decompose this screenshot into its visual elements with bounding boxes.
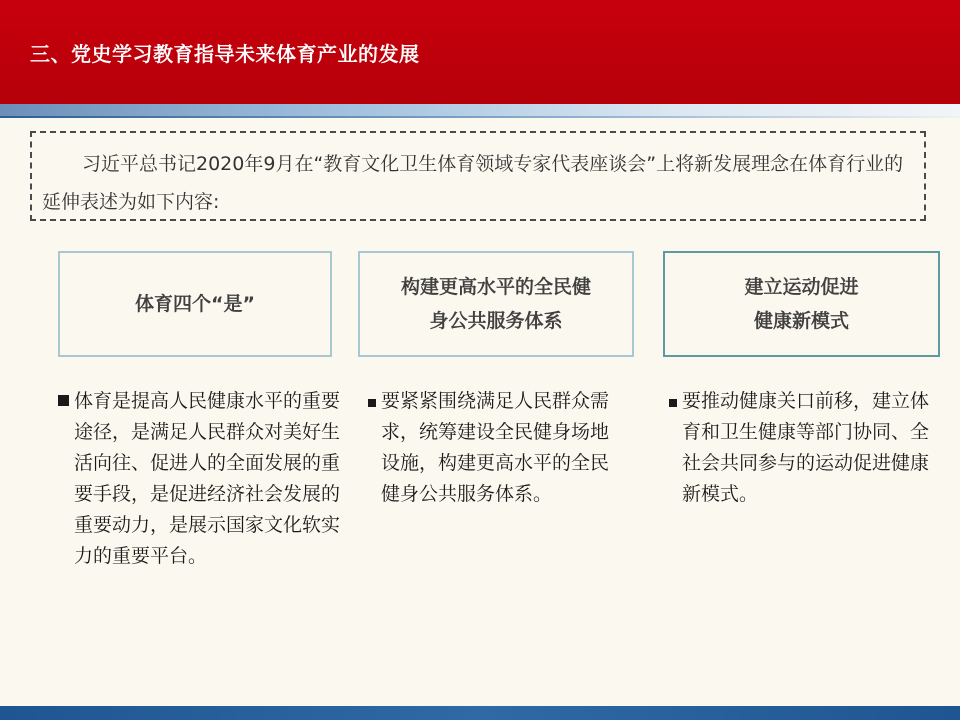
column-3-title-box <box>663 251 940 357</box>
header-bar <box>0 0 960 104</box>
square-bullet-icon <box>58 395 69 406</box>
square-bullet-icon <box>368 399 376 407</box>
slide-title: 三、党史学习教育指导未来体育产业的发展 <box>30 42 420 66</box>
intro-box <box>30 131 926 221</box>
column-3-title-line1: 建立运动促进 <box>744 276 859 298</box>
column-3-title-line2: 健康新模式 <box>753 310 849 332</box>
column-2-title-line1: 构建更高水平的全民健 <box>400 276 591 298</box>
column-1-title-line1: 体育四个“是” <box>135 293 255 315</box>
column-2-body <box>365 386 625 510</box>
column-1-text: 体育是提高人民健康水平的重要途径，是满足人民群众对美好生活向往、促进人的全面发展的重要手段，是促进经济社会发展的重要动力，是展示国家文化软实力的重要平台。 <box>74 390 341 567</box>
column-2-text: 要紧紧围绕满足人民群众需求，统筹建设全民健身场地设施，构建更高水平的全民健身公共服务体系。 <box>381 390 610 505</box>
column-1-title <box>135 287 255 321</box>
column-1-body <box>58 386 340 572</box>
header-stripe-line <box>0 116 960 118</box>
column-2-title-line2: 身公共服务体系 <box>429 310 563 332</box>
intro-text: 习近平总书记2020年9月在“教育文化卫生体育领域专家代表座谈会”上将新发展理念在体育行业的延伸表述为如下内容: <box>42 153 904 213</box>
column-3-title <box>744 270 858 338</box>
column-2-title-box <box>358 251 634 357</box>
column-3-body <box>666 386 932 510</box>
column-3-text: 要推动健康关口前移，建立体育和卫生健康等部门协同、全社会共同参与的运动促进健康新模式。 <box>682 390 930 505</box>
column-1-title-box <box>58 251 332 357</box>
bottom-bar <box>0 706 960 720</box>
square-bullet-icon <box>669 399 677 407</box>
column-2-title <box>401 270 591 338</box>
header-stripe <box>0 104 960 116</box>
